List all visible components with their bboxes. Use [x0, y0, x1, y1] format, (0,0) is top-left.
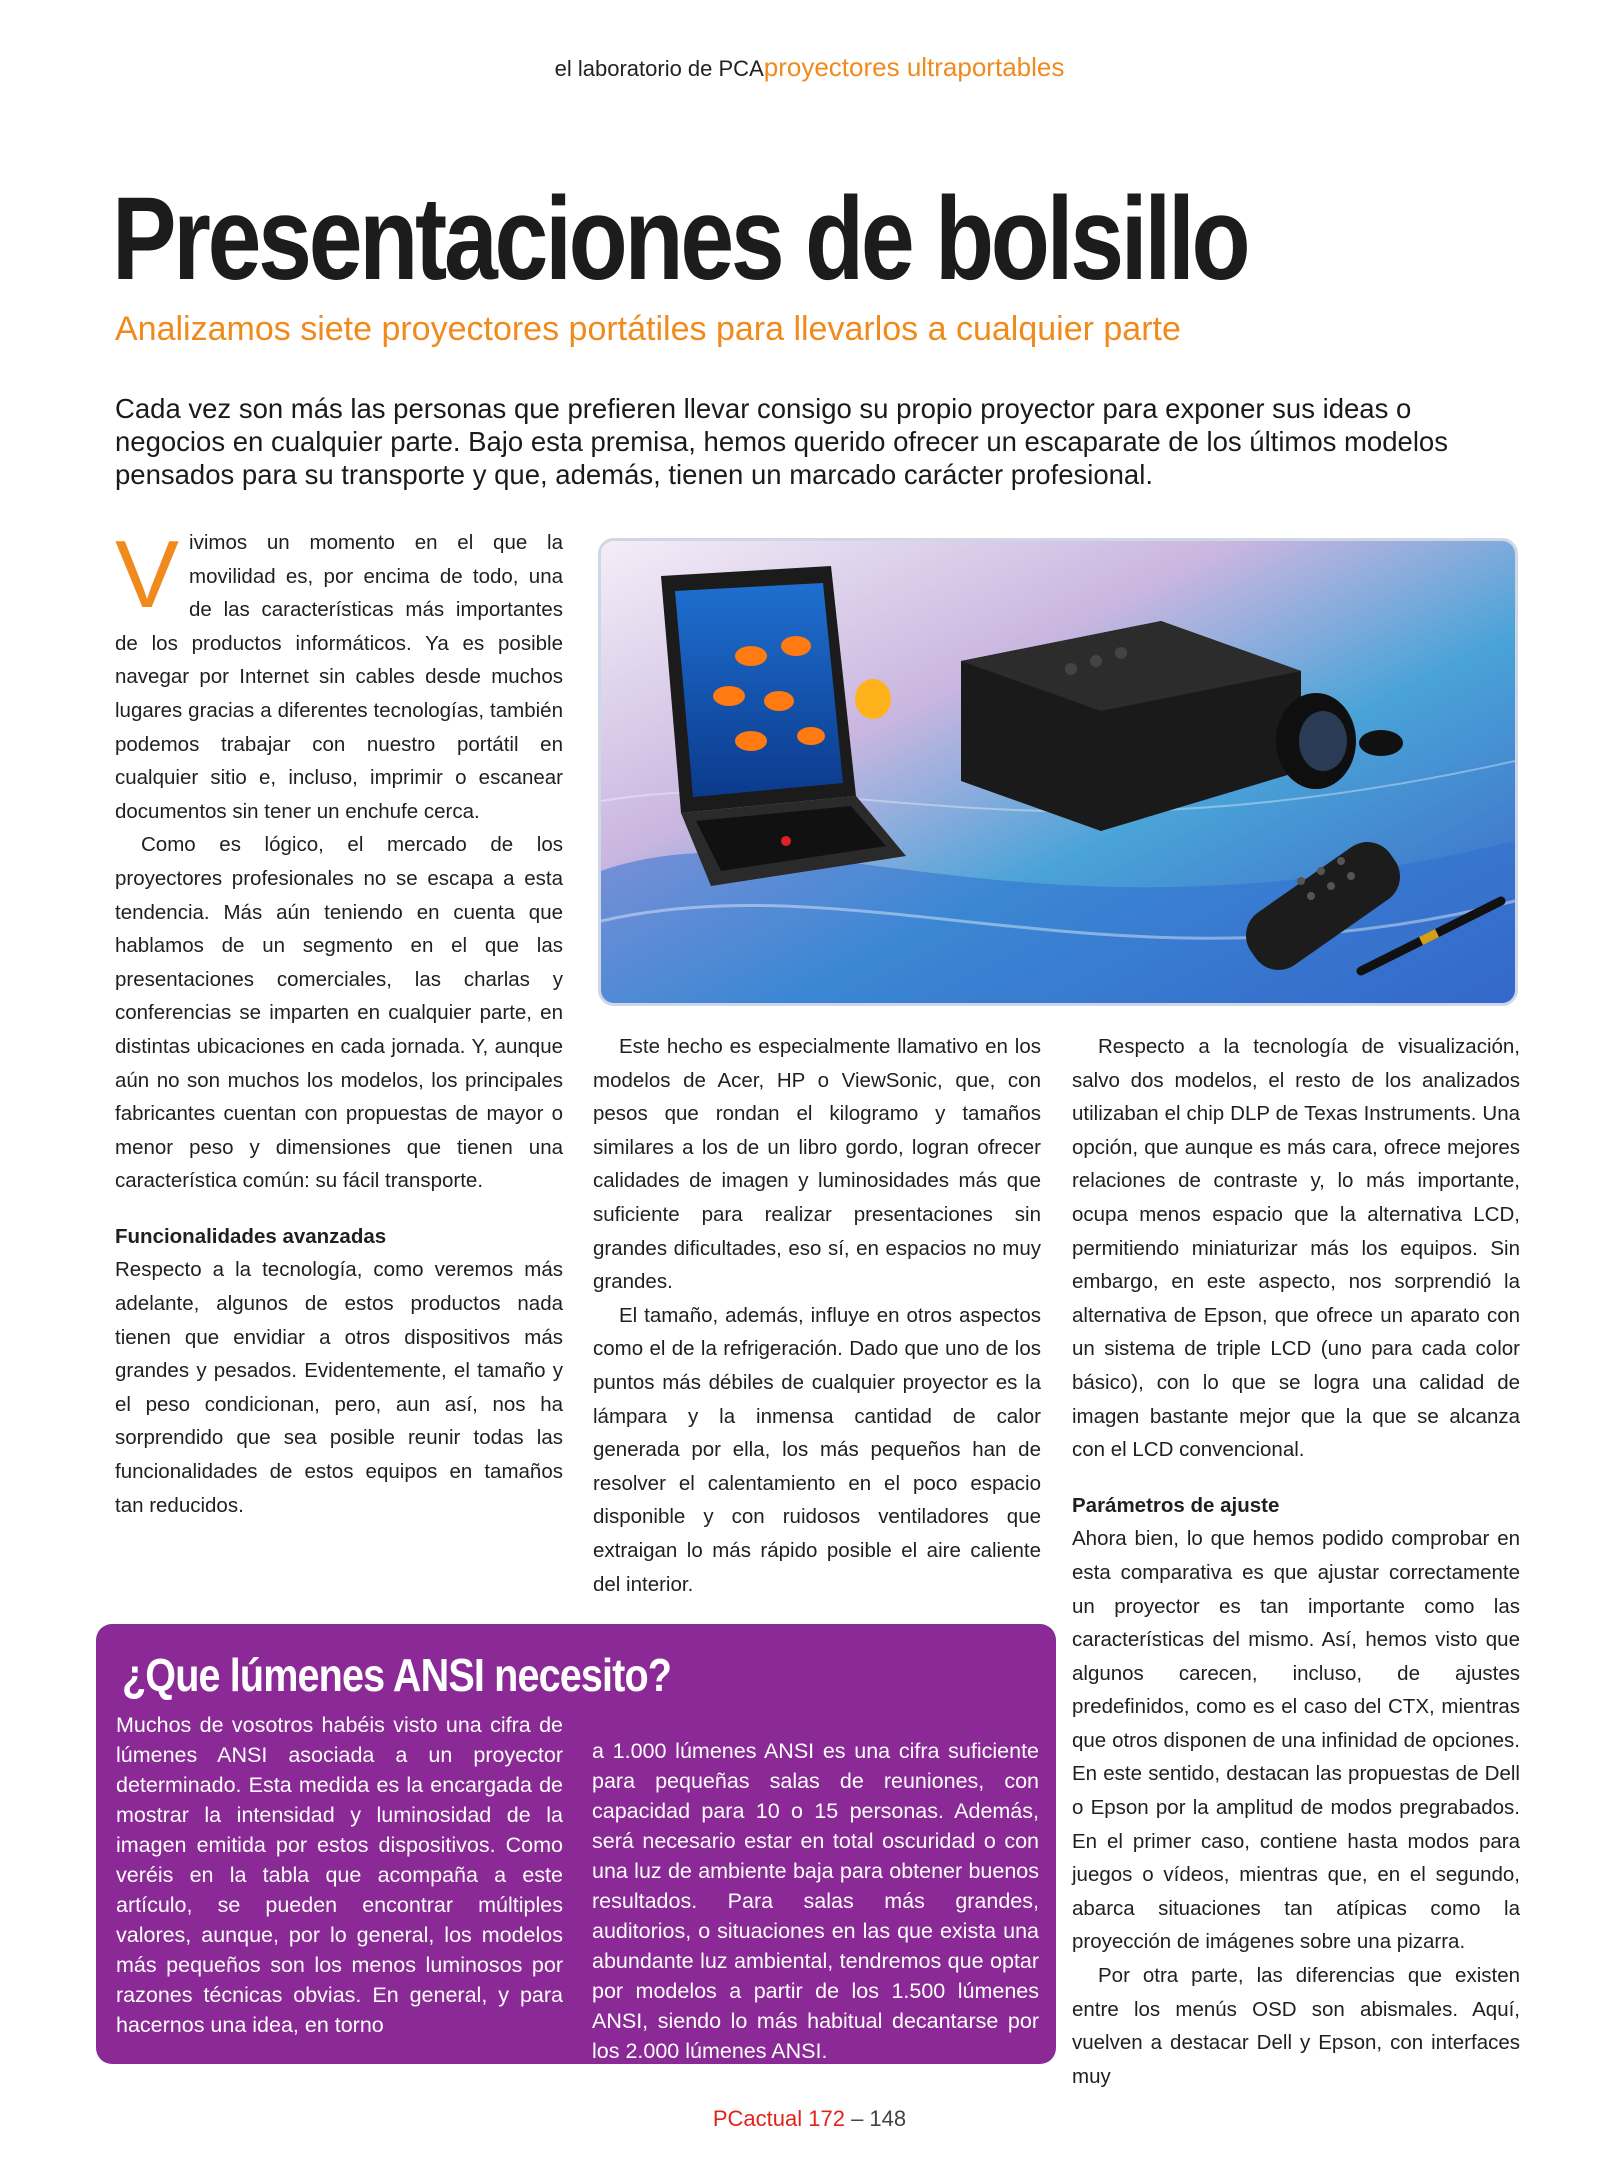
running-head-prefix: el laboratorio de PCA [554, 56, 764, 81]
section-heading: Funcionalidades avanzadas [115, 1224, 387, 1248]
running-head [0, 52, 1619, 83]
paragraph: Este hecho es especialmente llamativo en los modelos de Acer, HP o ViewSonic, que, con pesos que rondan el kilogramo y tamaños similares a los de un libro gordo, logran ofrecer calidades de imagen y luminosidades más que suficiente para realizar presentaciones sin grandes dificultades, eso sí, en espacios no muy grandes. [593, 1035, 1041, 1294]
column-2 [593, 1030, 1041, 1601]
paragraph: Respecto a la tecnología de visualización, salvo dos modelos, el resto de los analizados utilizaban el chip DLP de Texas Instruments. Una opción, que aunque es más cara, ofrece mejores relaciones de contraste y, lo más importante, ocupa menos espacio que la alternativa LCD, permitiendo miniaturizar más los equipos. Sin embargo, en este aspecto, nos sorprendió la alternativa de Epson, que ofrece un aparato con un sistema de triple LCD (uno para cada color básico), con lo que se logra una calidad de imagen bastante mejor que la que se alcanza con el LCD convencional. [1072, 1035, 1520, 1462]
product-photo [598, 538, 1518, 1006]
page-number: 148 [869, 2106, 907, 2131]
page-footer [0, 2106, 1619, 2132]
sidebar-column-2: a 1.000 lúmenes ANSI es una cifra suficiente para pequeñas salas de reuniones, con capacidad para 10 o 15 personas. Además, será necesario estar en total oscuridad o con una luz de ambiente baja para obtener buenos resultados. Para salas más grandes, auditorios, o situaciones en las que exista una abundante luz ambiental, tendremos que optar por modelos a partir de los 1.500 lúmenes ANSI, siendo lo más habitual decantarse por los 2.000 lúmenes ANSI. [592, 1739, 1039, 2063]
drop-cap: V [115, 521, 180, 628]
sidebar-column-1: Muchos de vosotros habéis visto una cifra de lúmenes ANSI asociada a un proyector determinado. Esta medida es la encargada de mostrar la intensidad y luminosidad de la imagen emitida por estos dispositivos. Como veréis en la tabla que acompaña a este artículo, se pueden encontrar múltiples valores, aunque, por lo general, los modelos más pequeños son los menos luminosos por razones técnicas obvias. En general, y para hacernos una idea, en torno [116, 1713, 563, 2037]
article-intro: Cada vez son más las personas que prefieren llevar consigo su propio proyector para exponer sus ideas o negocios en cualquier parte. Bajo esta premisa, hemos querido ofrecer un escaparate de los últimos modelos pensados para su transporte y que, además, tienen un marcado carácter profesional. [115, 393, 1448, 490]
footer-separator: – [844, 2106, 870, 2131]
paragraph: Respecto a la tecnología, como veremos más adelante, algunos de estos productos nada tienen que envidiar a otros dispositivos más grandes y pesados. Evidentemente, el tamaño y el peso condicionan, pero, aun así, nos ha sorprendido que sea posible reunir todas las funcionalidades de estos equipos en tamaños tan reducidos. [115, 1258, 563, 1517]
paragraph: El tamaño, además, influye en otros aspectos como el de la refrigeración. Dado que uno de los puntos más débiles de cualquier proyector es la lámpara y la inmensa cantidad de calor generada por ella, los más pequeños han de resolver el calentamiento en el poco espacio disponible y con ruidosos ventiladores que extraigan lo más rápido posible el aire caliente del interior. [593, 1303, 1041, 1596]
paragraph [115, 521, 563, 828]
paragraph-text: ivimos un momento en el que la movilidad es, por encima de todo, una de las características más importantes de los productos informáticos. Ya es posible navegar por Internet sin cables desde muchos lugares gracias a diferentes tecnologías, también podemos trabajar con nuestro portátil en cualquier sitio e, incluso, imprimir o escanear documentos sin tener un enchufe cerca. [115, 531, 563, 823]
magazine-issue: PCactual 172 [712, 2106, 845, 2131]
running-head-section: proyectores ultraportables [763, 52, 1065, 82]
sidebar-title: ¿Que lúmenes ANSI necesito? [122, 1649, 672, 1701]
sidebar-box [96, 1624, 1056, 2064]
section-heading: Parámetros de ajuste [1072, 1493, 1280, 1517]
column-3 [1072, 1030, 1520, 2093]
article-title: Presentaciones de bolsillo [112, 173, 1248, 305]
paragraph: Ahora bien, lo que hemos podido comprobar en esta comparativa es que ajustar correctamente un proyector es tan importante como las características del mismo. Así, hemos visto que algunos carecen, incluso, de ajustes predefinidos, como es el caso del CTX, mientras que otros disponen de una infinidad de opciones. En este sentido, destacan las propuestas de Dell o Epson por la amplitud de modos pregrabados. En el primer caso, contiene hasta modos para juegos o vídeos, mientras que, en el segundo, abarca situaciones tan atípicas como la proyección de imágenes sobre una pizarra. [1072, 1527, 1520, 1954]
column-1 [115, 521, 563, 1522]
article-subtitle: Analizamos siete proyectores portátiles para llevarlos a cualquier parte [115, 310, 1181, 348]
paragraph: Por otra parte, las diferencias que existen entre los menús OSD son abismales. Aquí, vuelven a destacar Dell y Epson, con interfaces muy [1072, 1964, 1520, 2088]
projector-laptop-illustration [601, 541, 1515, 1003]
paragraph: Como es lógico, el mercado de los proyectores profesionales no se escapa a esta tendencia. Más aún teniendo en cuenta que hablamos de un segmento en el que las presentaciones comerciales, las charlas y conferencias se imparten en cualquier parte, en distintas ubicaciones en cada jornada. Y, aunque aún no son muchos los modelos, los principales fabricantes cuentan con propuestas de mayor o menor peso y dimensiones que tienen una característica común: su fácil transporte. [115, 833, 563, 1193]
